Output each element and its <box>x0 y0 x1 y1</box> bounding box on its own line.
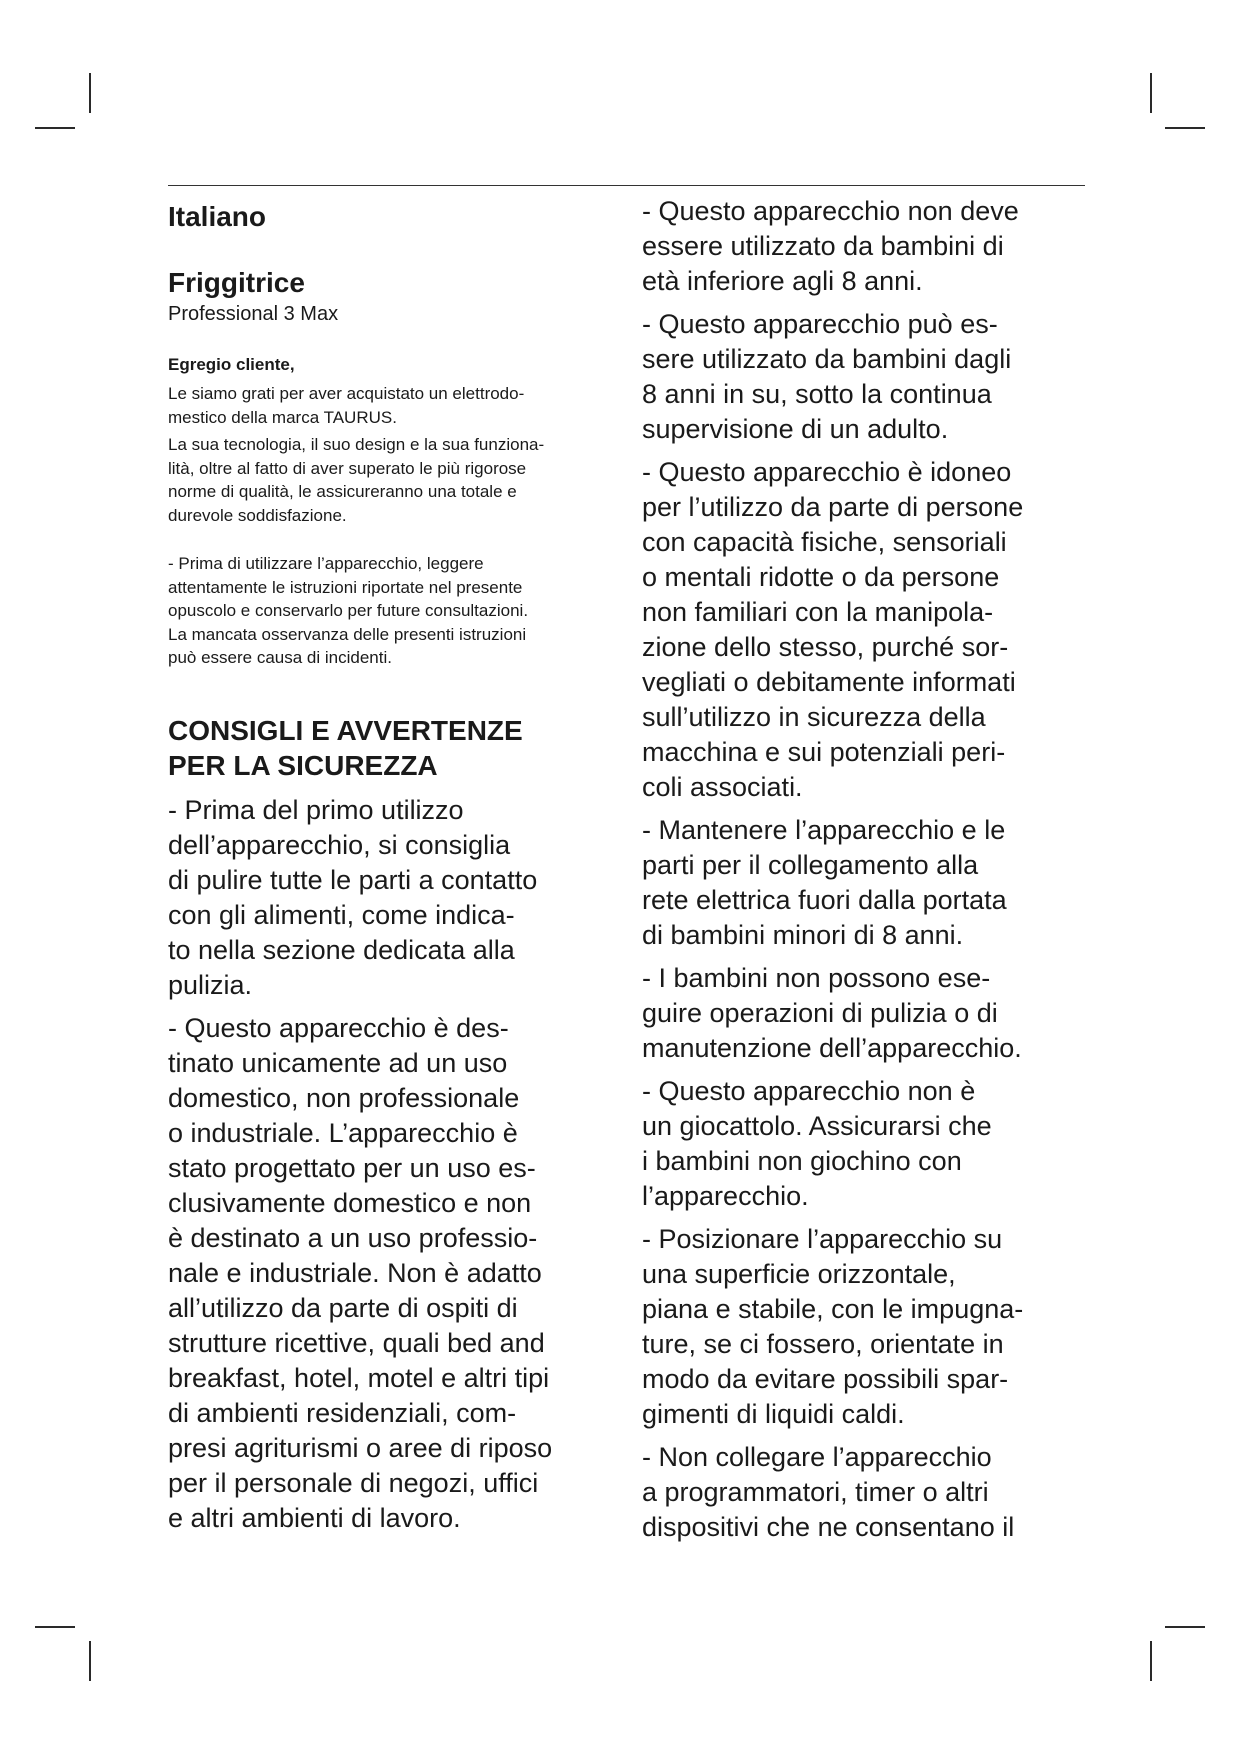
safety-list-item <box>168 1011 618 1536</box>
safety-item-line: è destinato a un uso professio- <box>168 1222 538 1253</box>
safety-list-item <box>642 1222 1092 1432</box>
safety-list-item <box>642 1074 1092 1214</box>
safety-list-item <box>168 793 618 1003</box>
intro-paragraph <box>168 382 618 429</box>
safety-item-line: - Non collegare l’apparecchio <box>642 1442 992 1472</box>
safety-item-line: modo da evitare possibili spar- <box>642 1364 1009 1394</box>
safety-item-line: dell’apparecchio, si consiglia <box>168 829 511 860</box>
safety-item-line: a programmatori, timer o altri <box>642 1477 989 1507</box>
safety-item-line: - Questo apparecchio può es- <box>642 309 998 339</box>
safety-item-line: to nella sezione dedicata alla <box>168 934 515 965</box>
safety-item-line: di ambienti residenziali, com- <box>168 1397 517 1428</box>
safety-item-line: - Posizionare l’apparecchio su <box>642 1224 1003 1254</box>
safety-item-line: o mentali ridotte o da persone <box>642 562 1000 592</box>
safety-item-line: all’utilizzo da parte di ospiti di <box>168 1292 518 1323</box>
safety-item-line: clusivamente domestico e non <box>168 1187 532 1218</box>
safety-item-line: domestico, non professionale <box>168 1082 520 1113</box>
safety-item-line: sere utilizzato da bambini dagli <box>642 344 1012 374</box>
safety-item-line: e altri ambienti di lavoro. <box>168 1502 461 1533</box>
safety-item-line: per il personale di negozi, uffici <box>168 1467 539 1498</box>
safety-item-line: essere utilizzato da bambini di <box>642 231 1004 261</box>
safety-item-line: supervisione di un adulto. <box>642 414 949 444</box>
safety-item-line: - Questo apparecchio è des- <box>168 1012 509 1043</box>
intro-note <box>168 552 618 670</box>
safety-heading-line: PER LA SICUREZZA <box>168 749 438 781</box>
safety-item-line: guire operazioni di pulizia o di <box>642 998 998 1028</box>
safety-item-line: - Prima del primo utilizzo <box>168 794 464 825</box>
safety-list-item <box>642 455 1092 805</box>
safety-item-line: breakfast, hotel, motel e altri tipi <box>168 1362 550 1393</box>
safety-item-line: nale e industriale. Non è adatto <box>168 1257 542 1288</box>
safety-item-line: - I bambini non possono ese- <box>642 963 991 993</box>
safety-item-line: manutenzione dell’apparecchio. <box>642 1033 1022 1063</box>
safety-heading <box>168 713 618 783</box>
safety-item-line: - Questo apparecchio non deve <box>642 196 1019 226</box>
safety-item-line: di pulire tutte le parti a contatto <box>168 864 538 895</box>
safety-item-line: una superficie orizzontale, <box>642 1259 956 1289</box>
safety-list-left <box>168 793 618 1536</box>
crop-mark-bottom-right-vertical <box>1150 1641 1152 1681</box>
header-rule <box>168 185 1085 186</box>
crop-mark-top-right-vertical <box>1150 73 1152 113</box>
crop-mark-bottom-left-horizontal <box>35 1626 75 1628</box>
safety-item-line: stato progettato per un uso es- <box>168 1152 536 1183</box>
product-model: Professional 3 Max <box>168 303 339 325</box>
safety-item-line: coli associati. <box>642 772 803 802</box>
intro-paragraph <box>168 433 618 527</box>
safety-list-right <box>642 194 1092 1545</box>
safety-item-line: - Mantenere l’apparecchio e le <box>642 815 1006 845</box>
safety-list-item <box>642 194 1092 299</box>
safety-item-line: macchina e sui potenziali peri- <box>642 737 1006 767</box>
safety-list-item <box>642 307 1092 447</box>
intro-note-line: attentamente le istruzioni riportate nel presente <box>168 577 523 597</box>
safety-list-item <box>642 1440 1092 1545</box>
intro-paragraph-line: mestico della marca TAURUS. <box>168 407 397 427</box>
intro-paragraph-line: durevole soddisfazione. <box>168 505 347 525</box>
safety-item-line: con capacità fisiche, sensoriali <box>642 527 1007 557</box>
safety-item-line: vegliati o debitamente informati <box>642 667 1016 697</box>
safety-item-line: non familiari con la manipola- <box>642 597 994 627</box>
safety-item-line: gimenti di liquidi caldi. <box>642 1399 905 1429</box>
safety-item-line: ture, se ci fossero, orientate in <box>642 1329 1004 1359</box>
safety-item-line: piana e stabile, con le impugna- <box>642 1294 1024 1324</box>
crop-mark-top-left-vertical <box>89 73 91 113</box>
safety-item-line: 8 anni in su, sotto la continua <box>642 379 992 409</box>
safety-item-line: - Questo apparecchio è idoneo <box>642 457 1012 487</box>
greeting: Egregio cliente, <box>168 355 295 374</box>
product-title: Friggitrice <box>168 267 305 298</box>
safety-item-line: per l’utilizzo da parte di persone <box>642 492 1024 522</box>
safety-item-line: zione dello stesso, purché sor- <box>642 632 1009 662</box>
safety-list-item <box>642 813 1092 953</box>
safety-item-line: presi agriturismi o aree di riposo <box>168 1432 553 1463</box>
intro-paragraph-line: lità, oltre al fatto di aver superato le più rigorose <box>168 458 527 478</box>
safety-item-line: pulizia. <box>168 969 253 1000</box>
safety-item-line: o industriale. L’apparecchio è <box>168 1117 518 1148</box>
safety-item-line: tinato unicamente ad un uso <box>168 1047 508 1078</box>
safety-item-line: strutture ricettive, quali bed and <box>168 1327 545 1358</box>
safety-item-line: l’apparecchio. <box>642 1181 809 1211</box>
intro-paragraph-line: La sua tecnologia, il suo design e la sua funziona- <box>168 435 545 454</box>
safety-item-line: - Questo apparecchio non è <box>642 1076 976 1106</box>
intro-note-line: opuscolo e conservarlo per future consultazioni. <box>168 601 529 620</box>
right-column <box>642 194 1092 1553</box>
safety-item-line: dispositivi che ne consentano il <box>642 1512 1015 1542</box>
safety-item-line: parti per il collegamento alla <box>642 850 979 880</box>
safety-item-line: rete elettrica fuori dalla portata <box>642 885 1007 915</box>
language-label: Italiano <box>168 201 267 232</box>
safety-item-line: sull’utilizzo in sicurezza della <box>642 702 986 732</box>
safety-item-line: di bambini minori di 8 anni. <box>642 920 964 950</box>
crop-mark-bottom-left-vertical <box>89 1641 91 1681</box>
left-column <box>168 194 618 1544</box>
crop-mark-bottom-right-horizontal <box>1165 1626 1205 1628</box>
safety-item-line: età inferiore agli 8 anni. <box>642 266 923 296</box>
intro-note-line: La mancata osservanza delle presenti istruzioni <box>168 624 527 644</box>
crop-mark-top-right-horizontal <box>1165 127 1205 129</box>
intro-paragraph-line: norme di qualità, le assicureranno una totale e <box>168 482 517 501</box>
intro-note-line: - Prima di utilizzare l’apparecchio, leggere <box>168 554 484 573</box>
safety-list-item <box>642 961 1092 1066</box>
intro-paragraphs <box>168 382 618 527</box>
intro-paragraph-line: Le siamo grati per aver acquistato un elettrodo- <box>168 384 525 403</box>
crop-mark-top-left-horizontal <box>35 127 75 129</box>
safety-item-line: con gli alimenti, come indica- <box>168 899 515 930</box>
safety-item-line: un giocattolo. Assicurarsi che <box>642 1111 992 1141</box>
intro-note-line: può essere causa di incidenti. <box>168 648 392 667</box>
safety-heading-line: CONSIGLI E AVVERTENZE <box>168 714 523 746</box>
safety-item-line: i bambini non giochino con <box>642 1146 962 1176</box>
